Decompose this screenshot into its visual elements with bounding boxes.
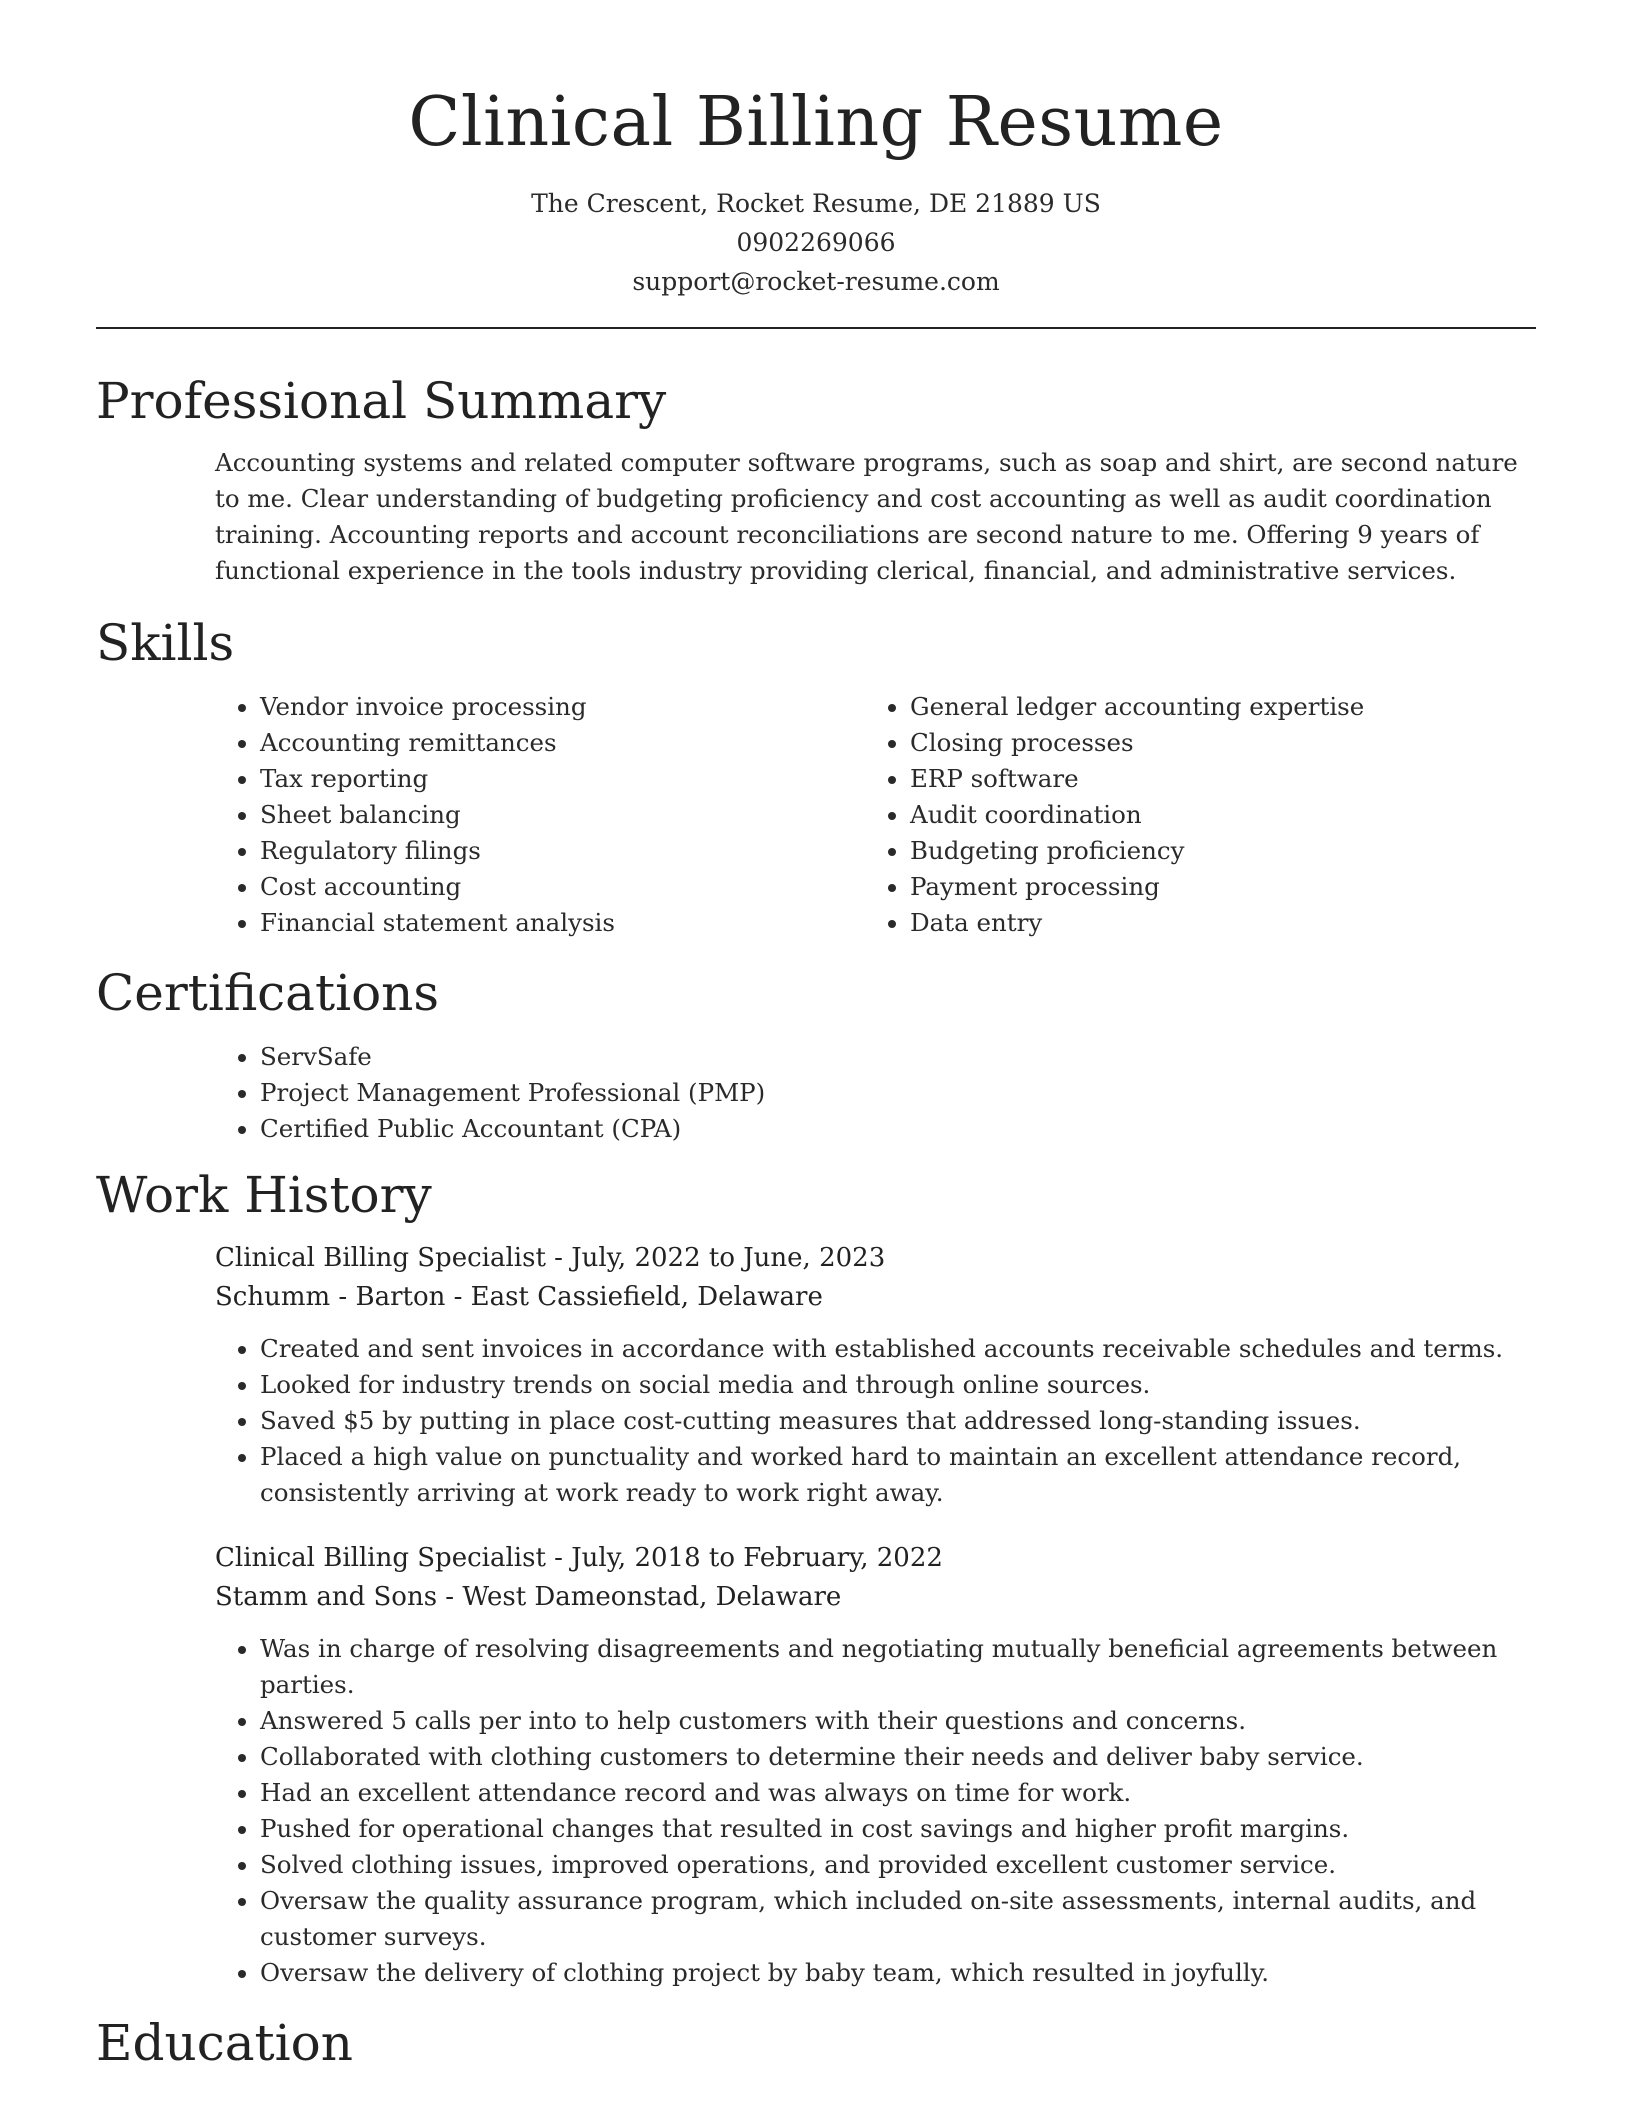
skill-item: • Financial statement analysis <box>260 905 865 941</box>
section-heading-work-history: Work History <box>96 1166 432 1225</box>
skill-item: • Closing processes <box>910 725 1536 761</box>
job-bullets <box>215 1631 1536 1991</box>
job-title-line: Clinical Billing Specialist - July, 2018 to February, 2022 <box>215 1543 943 1574</box>
skill-item: • Cost accounting <box>260 869 865 905</box>
certification-item: • ServSafe <box>260 1039 1536 1075</box>
job-bullet: • Placed a high value on punctuality and worked hard to maintain an excellent attendance record, consistently arriving at work ready to work right away. <box>260 1439 1536 1511</box>
section-heading-certifications: Certifications <box>96 964 440 1023</box>
resume-title: Clinical Billing Resume <box>408 83 1224 162</box>
skill-item: • ERP software <box>910 761 1536 797</box>
job-bullet: • Created and sent invoices in accordance with established accounts receivable schedules and terms. <box>260 1331 1536 1367</box>
skill-item: • Data entry <box>910 905 1536 941</box>
skill-item: • General ledger accounting expertise <box>910 689 1536 725</box>
job-bullet: • Looked for industry trends on social media and through online sources. <box>260 1367 1536 1403</box>
contact-email: support@rocket-resume.com <box>632 267 1000 297</box>
section-heading-education: Education <box>96 2014 353 2073</box>
job-company-line: Schumm - Barton - East Cassiefield, Delaware <box>215 1282 823 1313</box>
skills-column-right <box>865 689 1536 941</box>
job-entry <box>215 1239 1536 1511</box>
contact-phone: 0902269066 <box>736 228 896 258</box>
job-bullet: • Pushed for operational changes that resulted in cost savings and higher profit margins. <box>260 1811 1536 1847</box>
job-bullet: • Saved $5 by putting in place cost-cutting measures that addressed long-standing issues. <box>260 1403 1536 1439</box>
skill-item: • Vendor invoice processing <box>260 689 865 725</box>
job-bullet: • Had an excellent attendance record and was always on time for work. <box>260 1775 1536 1811</box>
job-entry <box>215 1539 1536 1991</box>
skill-item: • Regulatory filings <box>260 833 865 869</box>
job-bullet: • Oversaw the quality assurance program, which included on-site assessments, internal audits, and customer surveys. <box>260 1883 1536 1955</box>
job-bullet: • Solved clothing issues, improved operations, and provided excellent customer service. <box>260 1847 1536 1883</box>
skill-item: • Budgeting proficiency <box>910 833 1536 869</box>
skill-item: • Accounting remittances <box>260 725 865 761</box>
job-bullet: • Oversaw the delivery of clothing project by baby team, which resulted in joyfully. <box>260 1955 1536 1991</box>
contact-address: The Crescent, Rocket Resume, DE 21889 US <box>531 189 1101 219</box>
skill-item: • Payment processing <box>910 869 1536 905</box>
certification-item: • Certified Public Accountant (CPA) <box>260 1111 1536 1147</box>
skill-item: • Audit coordination <box>910 797 1536 833</box>
header-divider <box>96 327 1536 329</box>
skill-item: • Sheet balancing <box>260 797 865 833</box>
skill-item: • Tax reporting <box>260 761 865 797</box>
certification-item: • Project Management Professional (PMP) <box>260 1075 1536 1111</box>
skills-list <box>215 689 1536 941</box>
job-company-line: Stamm and Sons - West Dameonstad, Delaware <box>215 1582 842 1613</box>
skills-column-left <box>215 689 865 941</box>
summary-text: Accounting systems and related computer software programs, such as soap and shirt, are second nature to me. Clear understanding of budgeting proficiency and cost accounting as well as audit coordination training. Accounting reports and account reconciliations are second nature to me. Offering 9 years of functional experience in the tools industry providing clerical, financial, and administrative services. <box>215 448 1518 586</box>
section-heading-skills: Skills <box>96 614 235 673</box>
job-bullet: • Collaborated with clothing customers to determine their needs and deliver baby service. <box>260 1739 1536 1775</box>
job-bullet: • Was in charge of resolving disagreements and negotiating mutually beneficial agreements between parties. <box>260 1631 1536 1703</box>
certifications-list <box>215 1039 1536 1147</box>
contact-block <box>0 184 1632 301</box>
job-bullets <box>215 1331 1536 1511</box>
resume-header <box>0 0 1632 301</box>
section-heading-summary: Professional Summary <box>96 372 667 431</box>
job-title-line: Clinical Billing Specialist - July, 2022 to June, 2023 <box>215 1243 886 1274</box>
job-bullet: • Answered 5 calls per into to help customers with their questions and concerns. <box>260 1703 1536 1739</box>
